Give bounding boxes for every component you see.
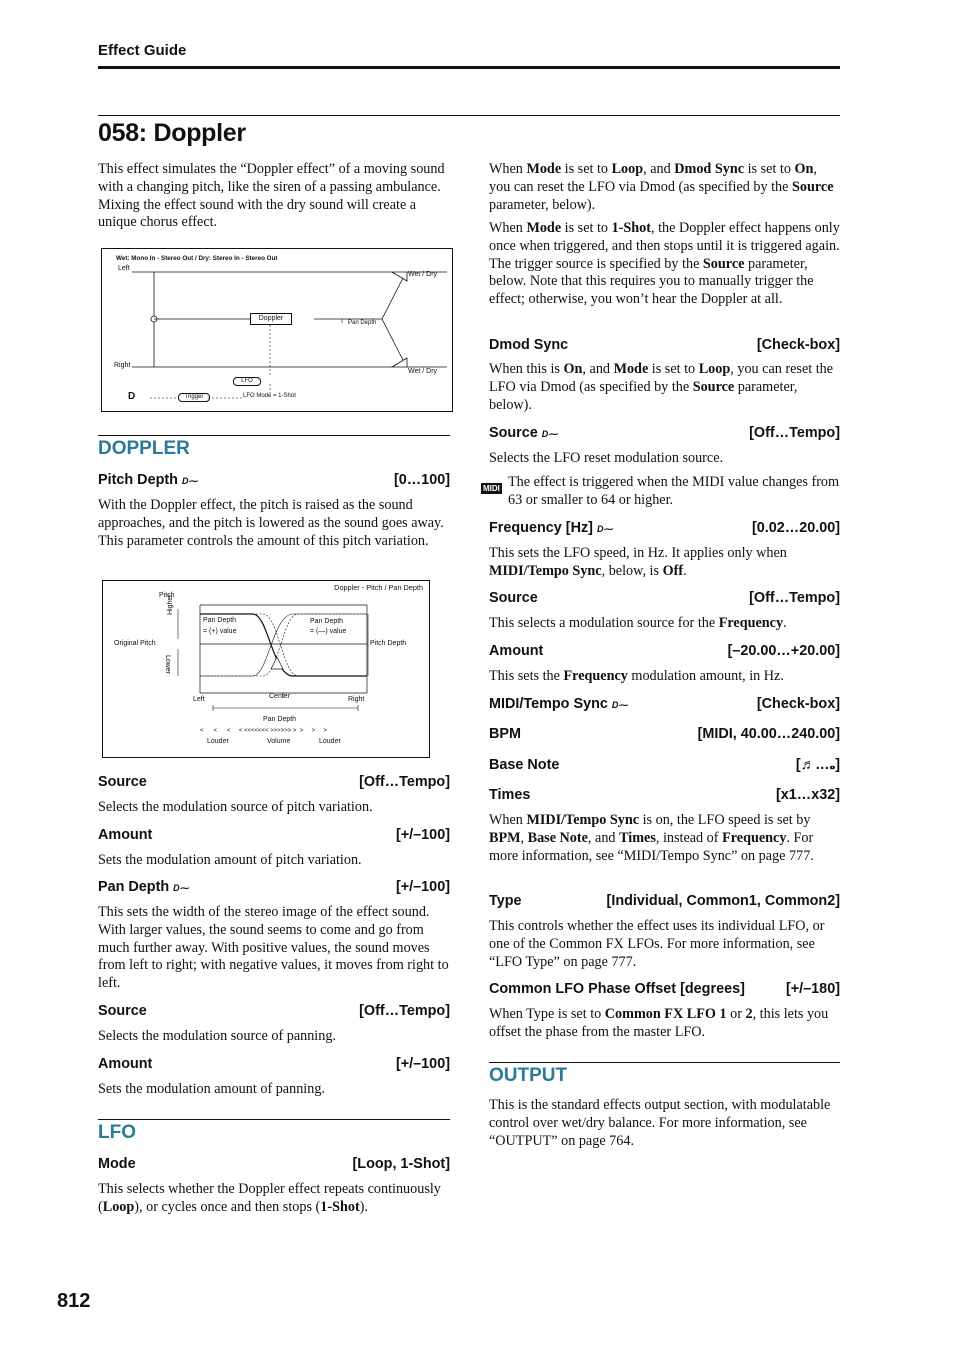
pan-depth-desc: This sets the width of the stereo image of the effect sound. With larger values, the sound seems to come and go from much further away. With positive values, the sound moves from left to right; with negative values, it moves from right to left. (98, 904, 449, 992)
signal-flow-diagram (101, 248, 453, 412)
dmod-icon: D⁓ (173, 883, 189, 893)
common-lfo-range: [+/–180] (785, 981, 840, 997)
type-param (489, 893, 840, 909)
pan-amount-name: Amount (98, 1056, 153, 1072)
pan-arrows: < < < < <<<<<<< >>>>>> > > > > (200, 728, 327, 734)
doppler-section-rule (98, 435, 450, 436)
freq-source-name: Source (489, 590, 538, 606)
louder-right-label: Louder (319, 738, 341, 745)
pan-positive-label-2: = (+) value (203, 628, 237, 635)
pitch-depth-param (98, 472, 450, 488)
pitch-amount-range: [+/–100] (395, 827, 450, 843)
left-input-label: Left (118, 265, 130, 272)
bpm-range: [MIDI, 40.00…240.00] (697, 726, 840, 742)
page-title: 058: Doppler (98, 119, 246, 147)
freq-source-desc: This selects a modulation source for the Frequency. (489, 615, 787, 631)
title-rule (98, 115, 840, 116)
page-number: 812 (57, 1290, 91, 1312)
original-pitch-label: Original Pitch (114, 640, 156, 647)
pan-negative-label-2: = (—) value (310, 628, 347, 635)
pitch-depth-name: Pitch Depth (98, 472, 178, 488)
frequency-range: [0.02…20.00] (752, 520, 840, 536)
intro-paragraph: This effect simulates the “Doppler effect” of a moving sound with a changing pitch, like the siren of a passing ambulance. Mixing the effect sound with the dry sound will create a unique chorus effect. (98, 161, 445, 231)
pitch-amount-param (98, 827, 450, 843)
midi-icon: MIDI (483, 484, 500, 493)
lfo-section-rule (98, 1119, 450, 1120)
oneshot-paragraph: When Mode is set to 1-Shot, the Doppler effect happens only once when triggered, and then stops until it is triggered again. The trigger source is specified by the Source parameter, below. Note that this requires you to manually trigger the effect; otherwise, you won’t hear the Doppler at all. (489, 220, 840, 308)
midi-tempo-sync-name: MIDI/Tempo Sync (489, 696, 608, 712)
dmod-sync-name: Dmod Sync (489, 337, 569, 353)
mode-name: Mode (98, 1156, 136, 1172)
times-range: [x1…x32] (776, 787, 840, 803)
reset-source-range: [Off…Tempo] (749, 425, 840, 441)
times-name: Times (489, 787, 531, 803)
pan-source-name: Source (98, 1003, 147, 1019)
diagram-title: Doppler - Pitch / Pan Depth (334, 583, 423, 592)
frequency-name: Frequency [Hz] (489, 520, 593, 536)
pitch-depth-desc: With the Doppler effect, the pitch is raised as the sound approaches, and the pitch is lowered as the sound goes away. This parameter controls the amount of this pitch variation. (98, 497, 444, 549)
dmod-sync-param (489, 337, 840, 353)
freq-amount-name: Amount (489, 643, 544, 659)
bpm-name: BPM (489, 726, 521, 742)
mode-param (98, 1156, 450, 1172)
output-desc: This is the standard effects output section, with modulatable control over wet/dry balance. For more information, see “OUTPUT” on page 764. (489, 1097, 831, 1149)
pan-amount-desc: Sets the modulation amount of panning. (98, 1081, 325, 1097)
trigger-block: Trigger (178, 393, 210, 402)
pan-source-desc: Selects the modulation source of panning. (98, 1028, 336, 1044)
pitch-source-range: [Off…Tempo] (359, 774, 450, 790)
common-lfo-desc: When Type is set to Common FX LFO 1 or 2, this lets you offset the phase from the master LFO. (489, 1006, 829, 1040)
lfo-block: LFO (233, 377, 261, 386)
midi-tempo-sync-param (489, 696, 840, 712)
pan-amount-range: [+/–100] (395, 1056, 450, 1072)
freq-amount-range: [–20.00…+20.00] (727, 643, 840, 659)
pan-depth-param (98, 879, 450, 895)
sync-desc: When MIDI/Tempo Sync is on, the LFO speed is set by BPM, Base Note, and Times, instead of Frequency. For more information, see “MIDI/Tempo Sync” on page 777. (489, 812, 814, 864)
mode-desc: This selects whether the Doppler effect repeats continuously (Loop), or cycles once and then stops (1-Shot). (98, 1181, 441, 1215)
doppler-section-heading: DOPPLER (98, 438, 190, 459)
type-range: [Individual, Common1, Common2] (606, 893, 840, 909)
frequency-desc: This sets the LFO speed, in Hz. It applies only when MIDI/Tempo Sync, below, is Off. (489, 545, 787, 579)
dmod-icon: D⁓ (596, 524, 613, 534)
pan-depth-range: [+/–100] (395, 879, 450, 895)
pan-positive-label-1: Pan Depth (203, 617, 237, 624)
dmod-icon: D⁓ (181, 476, 198, 486)
signal-flow-svg (102, 249, 452, 411)
base-note-name: Base Note (489, 757, 560, 773)
lower-label: Lower (164, 655, 171, 675)
base-note-range: [♬…𝅝] (795, 757, 840, 773)
wet-dry-top-label: Wet / Dry (408, 271, 438, 278)
pitch-amount-name: Amount (98, 827, 153, 843)
dmod-sync-range: [Check-box] (756, 337, 840, 353)
higher-label: Higher (167, 594, 174, 615)
running-header: Effect Guide (98, 42, 187, 59)
pan-amount-param (98, 1056, 450, 1072)
volume-label: Volume (267, 738, 291, 745)
base-note-param (489, 757, 840, 773)
freq-source-param (489, 590, 840, 606)
center-label: Center (269, 693, 291, 700)
bpm-param (489, 726, 840, 742)
wet-dry-bottom-label: Wet / Dry (408, 368, 438, 375)
doppler-block: Doppler (250, 313, 292, 325)
type-desc: This controls whether the effect uses its individual LFO, or one of the Common FX LFOs. For more information, see “LFO Type” on page 777. (489, 918, 825, 970)
dmod-icon: D⁓ (541, 429, 558, 439)
pitch-source-name: Source (98, 774, 147, 790)
midi-tempo-sync-range: [Check-box] (756, 696, 840, 712)
reset-source-name: Source (489, 425, 538, 441)
common-lfo-name: Common LFO Phase Offset [degrees] (489, 981, 745, 997)
mode-range: [Loop, 1-Shot] (352, 1156, 450, 1172)
header-rule (98, 66, 840, 69)
reset-source-param (489, 425, 840, 441)
common-lfo-param (489, 981, 840, 997)
frequency-param (489, 520, 840, 536)
dmod-sync-desc: When this is On, and Mode is set to Loop, you can reset the LFO via Dmod (as specified by the Source parameter, below). (489, 361, 834, 413)
loop-paragraph: When Mode is set to Loop, and Dmod Sync is set to On, you can reset the LFO via Dmod (as specified by the Source parameter, below). (489, 161, 834, 213)
pan-depth-name: Pan Depth (98, 879, 170, 895)
pan-depth-axis-label: Pan Depth (263, 716, 297, 723)
pitch-depth-range: [0…100] (394, 472, 450, 488)
pitch-amount-desc: Sets the modulation amount of pitch variation. (98, 852, 362, 868)
freq-amount-param (489, 643, 840, 659)
reset-source-desc: Selects the LFO reset modulation source. (489, 450, 724, 466)
freq-source-range: [Off…Tempo] (749, 590, 840, 606)
lfo-mode-label: LFO Mode = 1-Shot (243, 393, 296, 399)
type-name: Type (489, 893, 522, 909)
louder-left-label: Louder (207, 738, 229, 745)
io-label: Wet: Mono In - Stereo Out / Dry: Stereo In - Stereo Out (116, 255, 278, 262)
pitch-axis-label: Pitch (159, 592, 175, 599)
pitch-source-param (98, 774, 450, 790)
dmod-icon: D (128, 391, 136, 402)
pan-source-param (98, 1003, 450, 1019)
pan-source-range: [Off…Tempo] (359, 1003, 450, 1019)
pan-negative-label-1: Pan Depth (310, 618, 344, 625)
pan-depth-label: Pan Depth (348, 320, 377, 326)
times-param (489, 787, 840, 803)
midi-note-text: The effect is triggered when the MIDI value changes from 63 or smaller to 64 or higher. (508, 474, 840, 508)
right-input-label: Right (114, 362, 131, 369)
pitch-depth-label: Pitch Depth (370, 640, 407, 647)
freq-amount-desc: This sets the Frequency modulation amount, in Hz. (489, 668, 784, 684)
left-label: Left (193, 696, 205, 703)
pitch-pan-diagram (102, 580, 430, 758)
lfo-section-heading: LFO (98, 1122, 136, 1143)
right-label: Right (348, 696, 365, 703)
output-section-rule (489, 1062, 840, 1063)
dmod-icon: D⁓ (611, 700, 628, 710)
output-section-heading: OUTPUT (489, 1065, 568, 1086)
pitch-source-desc: Selects the modulation source of pitch variation. (98, 799, 373, 815)
